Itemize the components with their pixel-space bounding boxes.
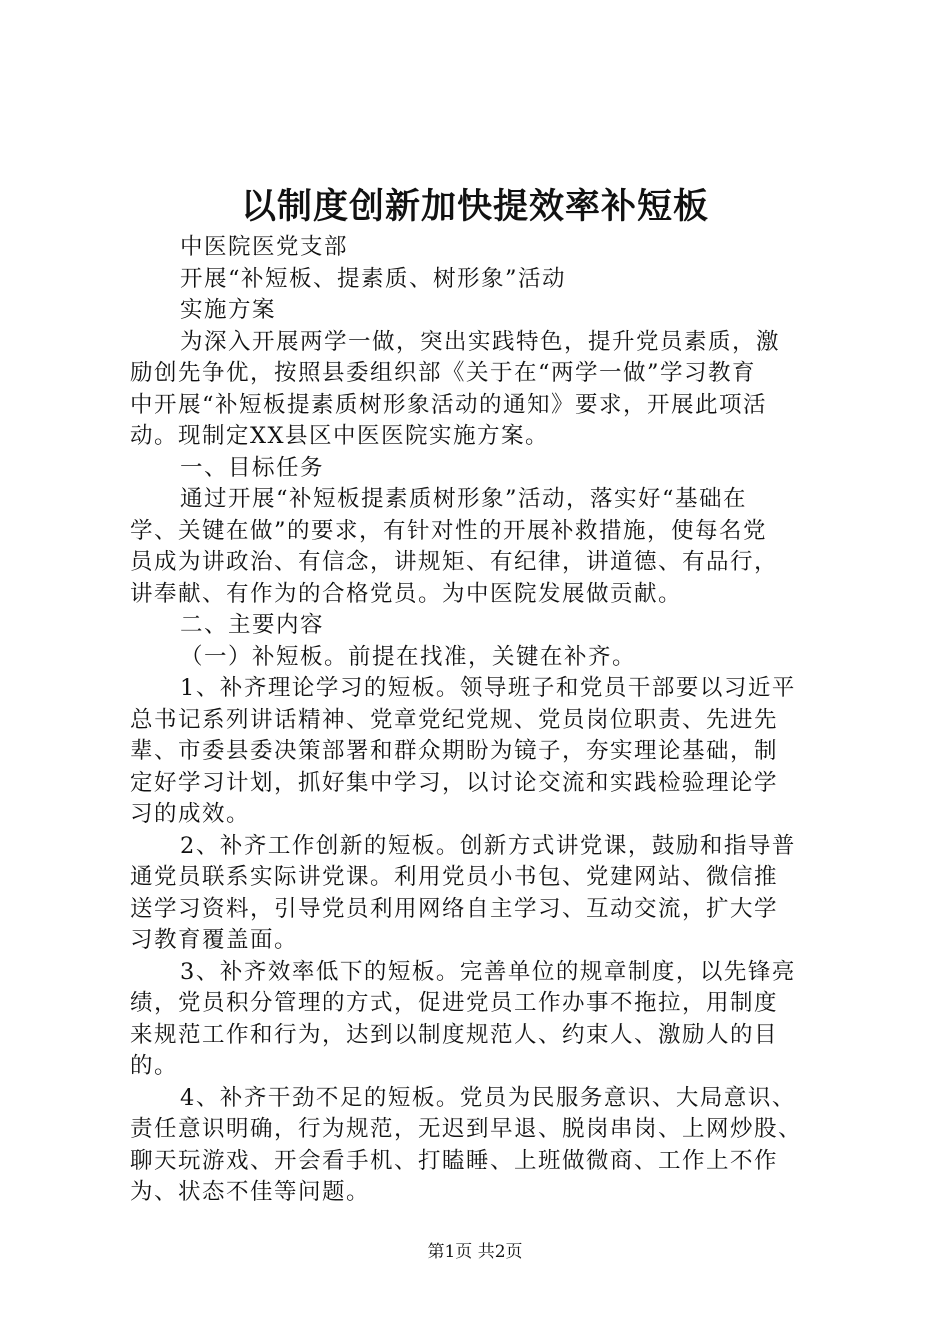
document-line: 1、补齐理论学习的短板。领导班子和党员干部要以习近平 [180, 675, 796, 701]
document-line: 励创先争优，按照县委组织部《关于在“两学一做”学习教育 [130, 360, 757, 386]
document-line: 责任意识明确，行为规范，无迟到早退、脱岗串岗、上网炒股、 [130, 1116, 803, 1142]
document-line: 通过开展“补短板提素质树形象”活动，落实好“基础在 [180, 486, 748, 512]
document-line: 2、补齐工作创新的短板。创新方式讲党课，鼓励和指导普 [180, 832, 796, 859]
document-line: 聊天玩游戏、开会看手机、打瞌睡、上班做微商、工作上不作 [130, 1147, 779, 1174]
document-body [130, 232, 830, 1209]
document-line: 为深入开展两学一做，突出实践特色，提升党员素质，激 [180, 328, 781, 355]
document-line: 习的成效。 [130, 801, 251, 827]
document-line: 讲奉献、有作为的合格党员。为中医院发展做贡献。 [130, 580, 683, 607]
document-line: 定好学习计划，抓好集中学习，以讨论交流和实践检验理论学 [130, 769, 779, 796]
page-footer: 第1页 共2页 [427, 1242, 523, 1262]
document-line: 习教育覆盖面。 [130, 927, 299, 953]
document-line: 4、补齐干劲不足的短板。党员为民服务意识、大局意识、 [180, 1084, 796, 1111]
document-line: 二、主要内容 [180, 612, 325, 638]
document-title: 以制度创新加快提效率补短板 [240, 186, 709, 227]
document-line: 中开展“补短板提素质树形象活动的通知》要求，开展此项活 [130, 391, 768, 418]
document-line: 辈、市委县委决策部署和群众期盼为镜子，夯实理论基础，制 [130, 738, 779, 764]
document-line: 学、关键在做”的要求，有针对性的开展补救措施，使每名党 [130, 517, 768, 544]
document-line: 送学习资料，引导党员利用网络自主学习、互动交流，扩大学 [130, 895, 779, 922]
document-line: （一）补短板。前提在找准，关键在补齐。 [180, 643, 637, 670]
document-line: 通党员联系实际讲党课。利用党员小书包、党建网站、微信推 [130, 864, 779, 890]
document-line: 动。现制定XX县区中医医院实施方案。 [130, 423, 550, 449]
document-line: 绩，党员积分管理的方式，促进党员工作办事不拖拉，用制度 [130, 990, 779, 1016]
document-line: 为、状态不佳等问题。 [130, 1179, 371, 1205]
document-line: 来规范工作和行为，达到以制度规范人、约束人、激励人的目 [130, 1021, 779, 1048]
document-line: 实施方案 [180, 297, 277, 323]
document-line: 的。 [130, 1053, 179, 1079]
document-line: 3、补齐效率低下的短板。完善单位的规章制度，以先锋亮 [180, 958, 796, 985]
document-line: 总书记系列讲话精神、党章党纪党规、党员岗位职责、先进先 [130, 706, 779, 733]
document-line: 开展“补短板、提素质、树形象”活动 [180, 265, 567, 292]
document-line: 员成为讲政治、有信念，讲规矩、有纪律，讲道德、有品行， [130, 549, 779, 575]
document-line: 中医院医党支部 [180, 234, 349, 260]
document-line: 一、目标任务 [180, 454, 325, 481]
